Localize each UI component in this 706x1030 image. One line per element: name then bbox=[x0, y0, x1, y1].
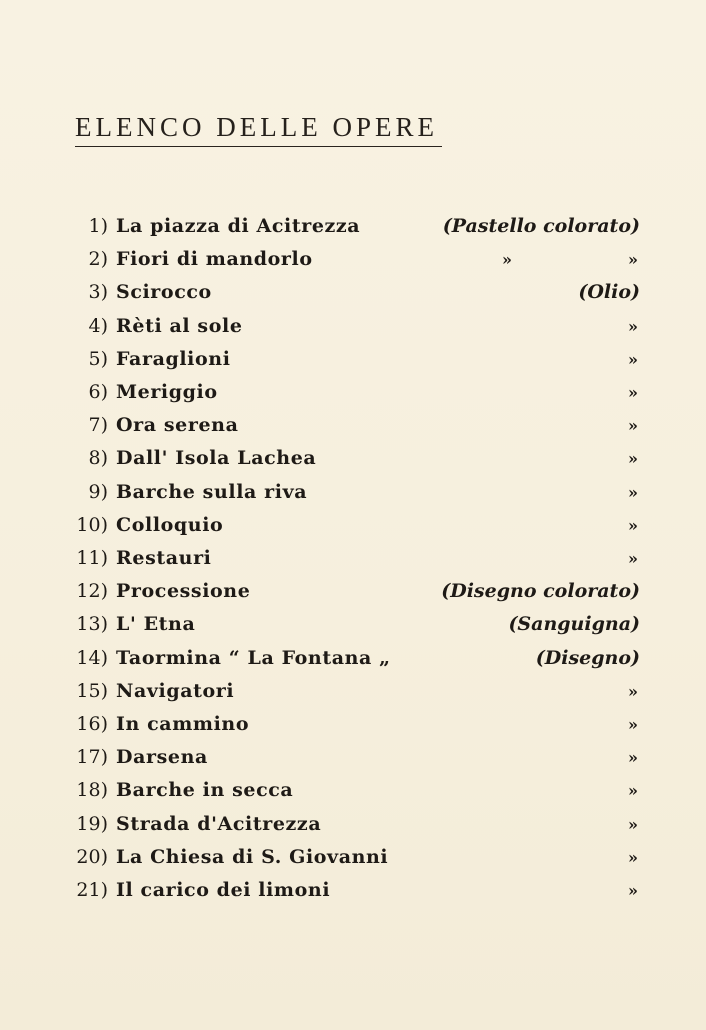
work-title: Taormina “ La Fontana „ bbox=[116, 646, 391, 669]
work-title: L' Etna bbox=[116, 613, 196, 636]
work-number: 8) bbox=[88, 447, 108, 470]
ditto-mark: » bbox=[628, 349, 638, 369]
title-underline bbox=[75, 146, 442, 147]
work-number: 11) bbox=[76, 547, 108, 569]
work-title: Rèti al sole bbox=[116, 314, 243, 337]
work-row bbox=[0, 243, 706, 276]
ditto-mark: » bbox=[628, 847, 638, 867]
work-title: Scirocco bbox=[116, 281, 212, 304]
work-number: 14) bbox=[76, 646, 108, 669]
work-number: 4) bbox=[88, 314, 108, 337]
work-row bbox=[0, 675, 706, 708]
work-title: Faraglioni bbox=[116, 347, 231, 370]
work-title: La Chiesa di S. Giovanni bbox=[116, 845, 389, 868]
work-title: Il carico dei limoni bbox=[116, 879, 331, 901]
work-number: 19) bbox=[76, 812, 108, 835]
ditto-mark: » bbox=[628, 482, 638, 502]
work-row bbox=[0, 343, 706, 376]
work-number: 5) bbox=[88, 347, 108, 370]
ditto-mark: » bbox=[628, 881, 638, 900]
work-technique: (Disegno colorato) bbox=[441, 580, 640, 603]
work-number: 12) bbox=[76, 580, 108, 603]
work-row bbox=[0, 642, 706, 675]
work-number: 6) bbox=[88, 381, 108, 403]
work-row bbox=[0, 310, 706, 343]
work-row bbox=[0, 708, 706, 741]
ditto-mark: » bbox=[628, 250, 638, 270]
work-row bbox=[0, 874, 706, 907]
work-row bbox=[0, 774, 706, 807]
work-title: Barche in secca bbox=[116, 779, 294, 802]
page-title: ELENCO DELLE OPERE bbox=[75, 112, 438, 142]
work-title: Colloquio bbox=[116, 513, 224, 536]
work-number: 17) bbox=[76, 746, 108, 769]
work-number: 3) bbox=[88, 281, 108, 304]
work-title: Ora serena bbox=[116, 414, 239, 437]
work-number: 10) bbox=[76, 513, 108, 536]
work-title: Navigatori bbox=[116, 679, 235, 702]
work-row bbox=[0, 376, 706, 409]
work-row bbox=[0, 841, 706, 874]
work-number: 15) bbox=[76, 679, 108, 702]
work-title: La piazza di Acitrezza bbox=[116, 215, 361, 237]
work-row bbox=[0, 575, 706, 608]
ditto-mark: » bbox=[628, 515, 638, 535]
work-row bbox=[0, 509, 706, 542]
ditto-mark: » bbox=[628, 781, 638, 801]
ditto-mark: » bbox=[628, 383, 638, 402]
work-row bbox=[0, 409, 706, 442]
work-row bbox=[0, 276, 706, 309]
work-number: 18) bbox=[76, 779, 108, 802]
work-number: 9) bbox=[88, 480, 108, 503]
ditto-mark: » bbox=[628, 748, 638, 768]
work-title: Meriggio bbox=[116, 381, 218, 403]
ditto-mark: » bbox=[502, 250, 512, 270]
work-number: 21) bbox=[76, 879, 108, 901]
ditto-mark: » bbox=[628, 316, 638, 336]
work-title: Dall' Isola Lachea bbox=[116, 447, 317, 470]
ditto-mark: » bbox=[628, 681, 638, 701]
work-title: Strada d'Acitrezza bbox=[116, 812, 322, 835]
ditto-mark: » bbox=[628, 715, 638, 734]
work-title: Processione bbox=[116, 580, 251, 603]
work-technique: (Olio) bbox=[578, 281, 640, 304]
work-row bbox=[0, 210, 706, 243]
work-number: 7) bbox=[88, 414, 108, 437]
work-title: Darsena bbox=[116, 746, 208, 769]
work-title: Barche sulla riva bbox=[116, 480, 308, 503]
work-row bbox=[0, 476, 706, 509]
work-number: 2) bbox=[88, 248, 108, 271]
work-technique: (Sanguigna) bbox=[508, 613, 640, 636]
work-title: In cammino bbox=[116, 713, 250, 735]
work-number: 16) bbox=[76, 713, 108, 735]
work-number: 1) bbox=[88, 215, 108, 237]
work-technique: (Pastello colorato) bbox=[442, 215, 640, 237]
work-row bbox=[0, 741, 706, 774]
ditto-mark: » bbox=[628, 814, 638, 834]
work-row bbox=[0, 608, 706, 641]
work-number: 20) bbox=[76, 845, 108, 868]
work-technique: (Disegno) bbox=[535, 646, 640, 669]
work-row bbox=[0, 442, 706, 475]
work-number: 13) bbox=[76, 613, 108, 636]
work-title: Fiori di mandorlo bbox=[116, 248, 313, 271]
work-title: Restauri bbox=[116, 547, 212, 569]
ditto-mark: » bbox=[628, 549, 638, 568]
ditto-mark: » bbox=[628, 416, 638, 436]
ditto-mark: » bbox=[628, 449, 638, 469]
work-row bbox=[0, 542, 706, 575]
work-row bbox=[0, 808, 706, 841]
